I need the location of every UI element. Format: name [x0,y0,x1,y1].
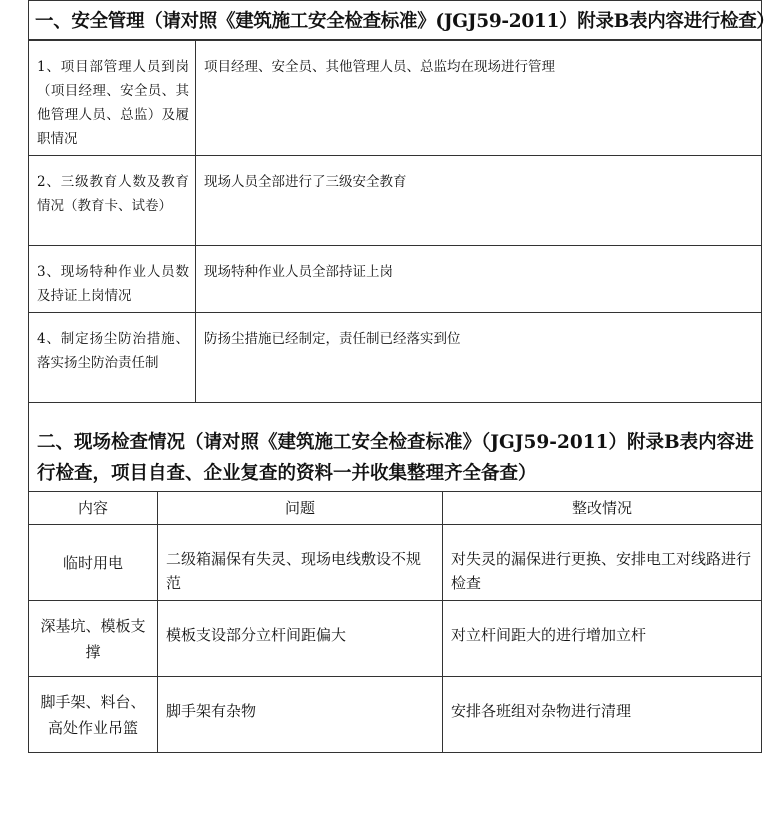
table-row [29,313,762,403]
table-header-row [29,492,762,525]
table-row [29,677,762,753]
item-cell: 深基坑、模板支撑 [29,601,158,677]
item-cell: 临时用电 [29,525,158,601]
header-item: 内容 [29,492,158,525]
fix-cell: 对立杆间距大的进行增加立杆 [443,601,762,677]
item-cell: 脚手架、料台、高处作业吊篮 [29,677,158,753]
table-row [29,601,762,677]
section1-table [28,40,762,403]
issue-cell: 二级箱漏保有失灵、现场电线敷设不规范 [158,525,443,601]
issue-cell: 模板支设部分立杆间距偏大 [158,601,443,677]
section2-title: 二、现场检查情况（请对照《建筑施工安全检查标准》（JGJ59-2011）附录B表内容进行检查，项目自查、企业复查的资料一并收集整理齐全备查） [28,403,762,491]
inspection-form [28,0,775,753]
table-row [29,41,762,156]
row-label: 4、制定扬尘防治措施、落实扬尘防治责任制 [29,313,196,403]
fix-cell: 对失灵的漏保进行更换、安排电工对线路进行检查 [443,525,762,601]
row-value: 项目经理、安全员、其他管理人员、总监均在现场进行管理 [196,41,762,156]
row-value: 现场特种作业人员全部持证上岗 [196,246,762,313]
row-value: 现场人员全部进行了三级安全教育 [196,156,762,246]
row-label: 2、三级教育人数及教育情况（教育卡、试卷） [29,156,196,246]
header-fix: 整改情况 [443,492,762,525]
issue-cell: 脚手架有杂物 [158,677,443,753]
header-issue: 问题 [158,492,443,525]
section1-title: 一、安全管理（请对照《建筑施工安全检查标准》(JGJ59-2011）附录B表内容进行检查） [28,0,762,40]
fix-cell: 安排各班组对杂物进行清理 [443,677,762,753]
row-value: 防扬尘措施已经制定，责任制已经落实到位 [196,313,762,403]
table-row [29,156,762,246]
section2-table [28,491,762,753]
table-row [29,246,762,313]
row-label: 1、项目部管理人员到岗（项目经理、安全员、其他管理人员、总监）及履职情况 [29,41,196,156]
row-label: 3、现场特种作业人员数及持证上岗情况 [29,246,196,313]
table-row [29,525,762,601]
